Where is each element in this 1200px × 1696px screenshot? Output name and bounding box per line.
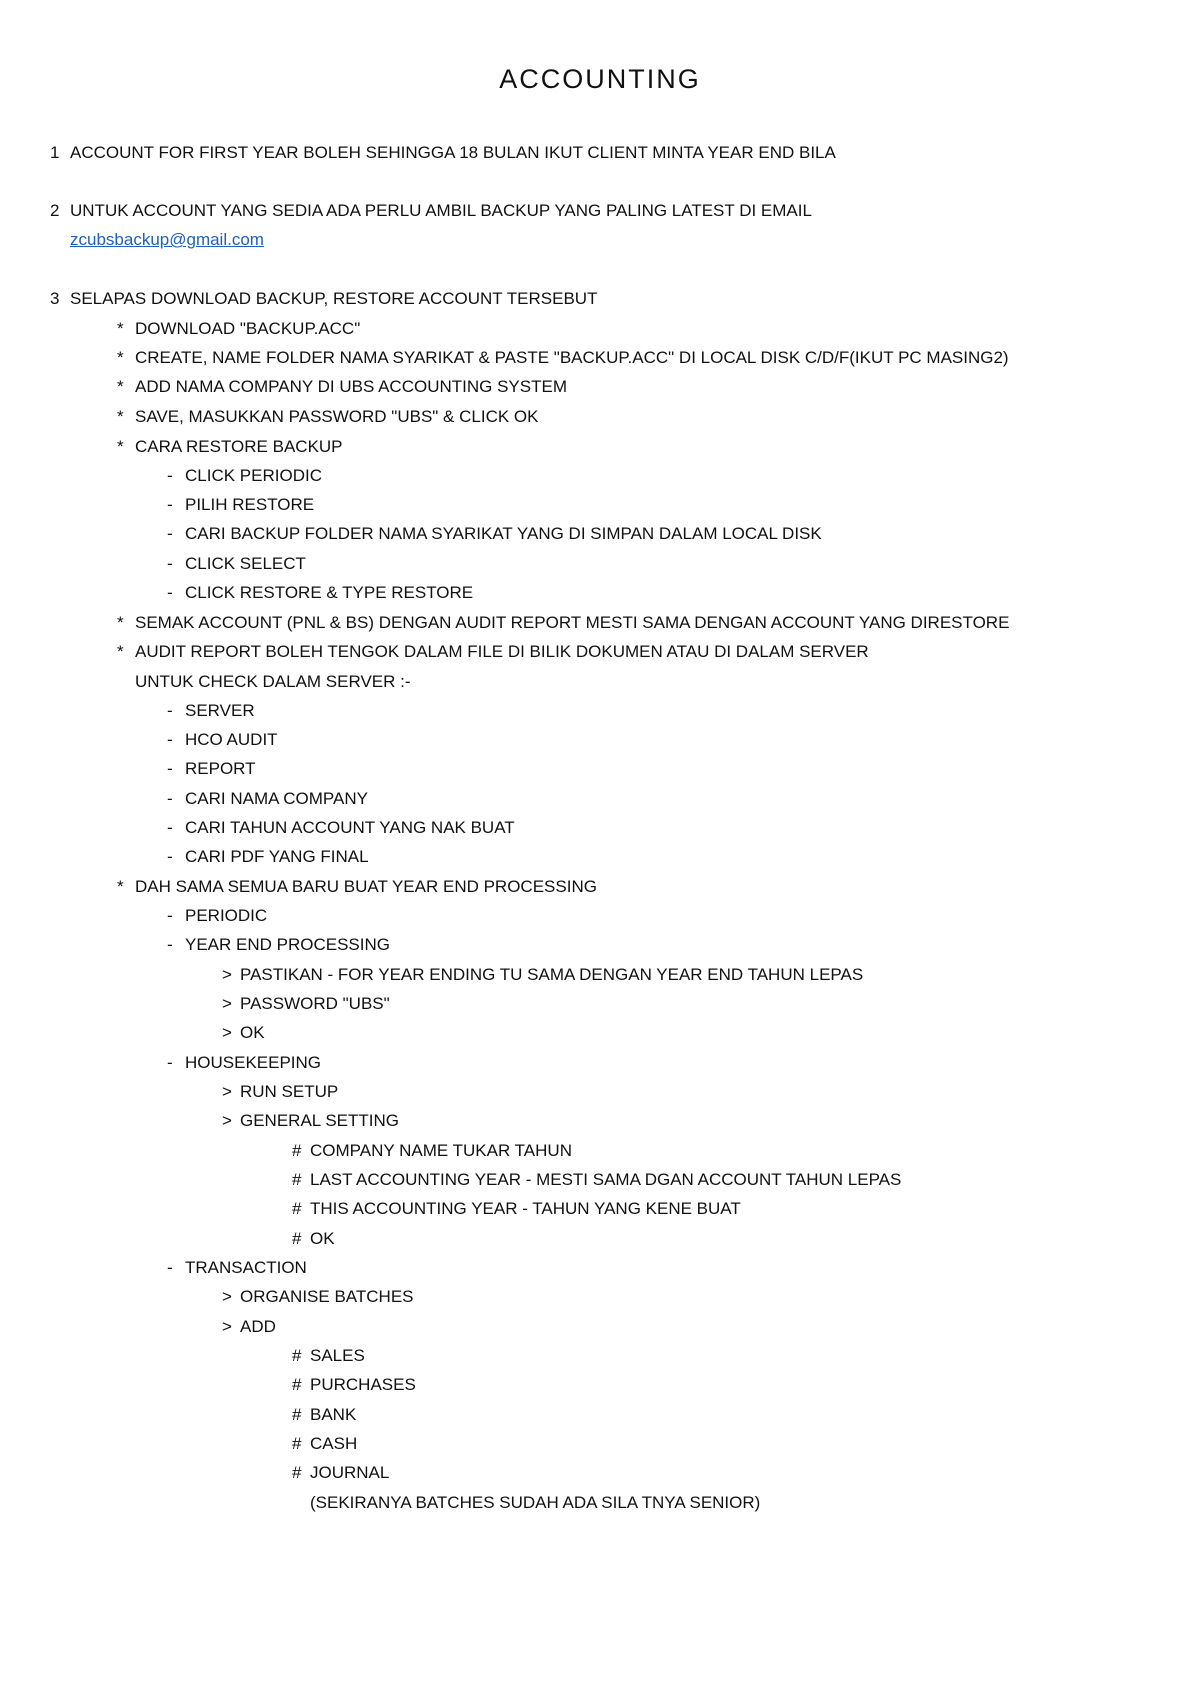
housekeeping-step: - HOUSEKEEPING — [167, 1053, 322, 1072]
transaction-step: - TRANSACTION — [167, 1258, 307, 1277]
server-step: - CARI NAMA COMPANY — [167, 789, 368, 808]
page-title: ACCOUNTING — [499, 64, 701, 94]
transaction-sub-step: > ADD — [222, 1317, 276, 1336]
add-sub-step: # SALES — [292, 1346, 365, 1365]
list-item-2: 2 UNTUK ACCOUNT YANG SEDIA ADA PERLU AMBIL BACKUP YANG PALING LATEST DI EMAIL — [50, 201, 812, 220]
yep-sub-step: > PASTIKAN - FOR YEAR ENDING TU SAMA DENGAN YEAR END TAHUN LEPAS — [222, 965, 864, 984]
email-link-row — [70, 229, 264, 251]
add-sub-step: # JOURNAL — [292, 1463, 390, 1482]
restore-step: - CARI BACKUP FOLDER NAMA SYARIKAT YANG DI SIMPAN DALAM LOCAL DISK — [167, 524, 822, 543]
step-cara-restore: * CARA RESTORE BACKUP — [117, 437, 343, 456]
restore-step: - CLICK PERIODIC — [167, 466, 322, 485]
email-link[interactable]: zcubsbackup@gmail.com — [70, 230, 264, 249]
periodic-step: - PERIODIC — [167, 906, 268, 925]
step-add: * ADD NAMA COMPANY DI UBS ACCOUNTING SYSTEM — [117, 377, 567, 396]
restore-step: - CLICK SELECT — [167, 554, 306, 573]
senior-note: (SEKIRANYA BATCHES SUDAH ADA SILA TNYA SENIOR) — [310, 1493, 761, 1512]
restore-step: - CLICK RESTORE & TYPE RESTORE — [167, 583, 474, 602]
year-end-processing-step: - YEAR END PROCESSING — [167, 935, 390, 954]
step-create: * CREATE, NAME FOLDER NAMA SYARIKAT & PASTE "BACKUP.ACC" DI LOCAL DISK C/D/F(IKUT PC MASING2) — [117, 348, 1009, 367]
step-save: * SAVE, MASUKKAN PASSWORD "UBS" & CLICK OK — [117, 407, 539, 426]
general-setting-sub-step: # COMPANY NAME TUKAR TAHUN — [292, 1141, 572, 1160]
add-sub-step: # CASH — [292, 1434, 358, 1453]
server-step: - HCO AUDIT — [167, 730, 278, 749]
restore-step: - PILIH RESTORE — [167, 495, 315, 514]
step-audit: * AUDIT REPORT BOLEH TENGOK DALAM FILE DI BILIK DOKUMEN ATAU DI DALAM SERVER — [117, 642, 869, 661]
step-untuk-check: UNTUK CHECK DALAM SERVER :- — [135, 672, 411, 691]
server-step: - REPORT — [167, 759, 256, 778]
yep-sub-step: > PASSWORD "UBS" — [222, 994, 390, 1013]
general-setting-sub-step: # LAST ACCOUNTING YEAR - MESTI SAMA DGAN ACCOUNT TAHUN LEPAS — [292, 1170, 902, 1189]
add-sub-step: # PURCHASES — [292, 1375, 416, 1394]
general-setting-sub-step: # OK — [292, 1229, 335, 1248]
server-step: - SERVER — [167, 701, 255, 720]
step-semak: * SEMAK ACCOUNT (PNL & BS) DENGAN AUDIT REPORT MESTI SAMA DENGAN ACCOUNT YANG DIRESTORE — [117, 613, 1010, 632]
server-step: - CARI TAHUN ACCOUNT YANG NAK BUAT — [167, 818, 515, 837]
add-sub-step: # BANK — [292, 1405, 357, 1424]
housekeeping-sub-step: > RUN SETUP — [222, 1082, 339, 1101]
list-item-1: 1 ACCOUNT FOR FIRST YEAR BOLEH SEHINGGA 18 BULAN IKUT CLIENT MINTA YEAR END BILA — [50, 143, 836, 162]
transaction-sub-step: > ORGANISE BATCHES — [222, 1287, 414, 1306]
step-dah-sama: * DAH SAMA SEMUA BARU BUAT YEAR END PROCESSING — [117, 877, 597, 896]
housekeeping-sub-step: > GENERAL SETTING — [222, 1111, 400, 1130]
yep-sub-step: > OK — [222, 1023, 265, 1042]
server-step: - CARI PDF YANG FINAL — [167, 847, 369, 866]
list-item-3: 3 SELAPAS DOWNLOAD BACKUP, RESTORE ACCOUNT TERSEBUT — [50, 289, 598, 308]
step-download: * DOWNLOAD "BACKUP.ACC" — [117, 319, 361, 338]
general-setting-sub-step: # THIS ACCOUNTING YEAR - TAHUN YANG KENE BUAT — [292, 1199, 741, 1218]
